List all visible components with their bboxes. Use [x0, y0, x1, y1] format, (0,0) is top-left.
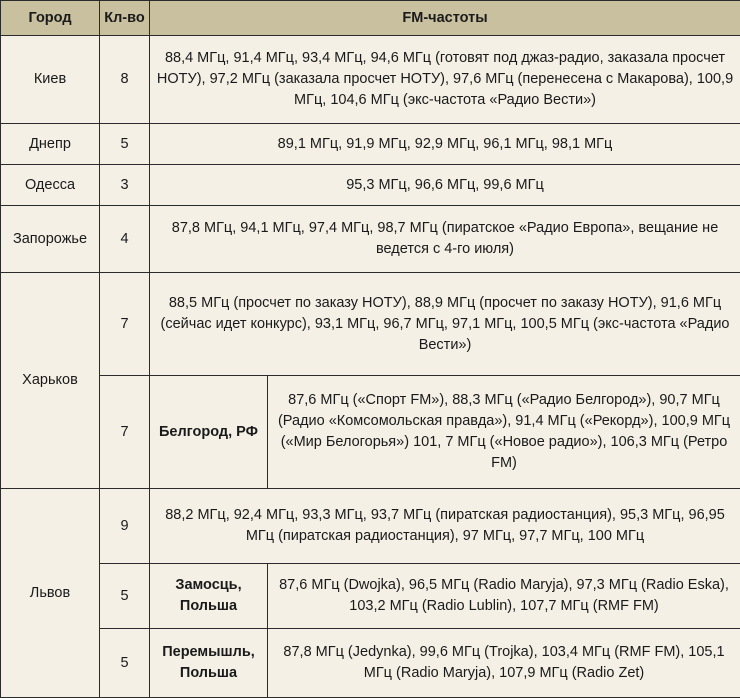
table-row [1, 165, 740, 206]
table-row [1, 629, 740, 698]
count-cell: 9 [100, 489, 150, 564]
freq-cell: 87,6 МГц (Dwojka), 96,5 МГц (Radio Maryja), 97,3 МГц (Radio Eska), 103,2 МГц (Radio Lublin), 107,7 МГц (RMF FM) [268, 564, 740, 629]
count-cell: 7 [100, 376, 150, 489]
freq-cell: 88,2 МГц, 92,4 МГц, 93,3 МГц, 93,7 МГц (пиратская радиостанция), 95,3 МГц, 96,95 МГц (пиратская радиостанция), 97 МГц, 97,7 МГц, 100 МГц [150, 489, 740, 564]
table-row [1, 124, 740, 165]
table-row [1, 273, 740, 376]
freq-cell: 95,3 МГц, 96,6 МГц, 99,6 МГц [150, 165, 740, 206]
count-cell: 7 [100, 273, 150, 376]
header-count: Кл-во [100, 1, 150, 36]
count-cell: 5 [100, 629, 150, 698]
freq-cell: 88,5 МГц (просчет по заказу НОТУ), 88,9 МГц (просчет по заказу НОТУ), 91,6 МГц (сейчас идет конкурс), 93,1 МГц, 96,7 МГц, 97,1 МГц, 100,5 МГц (экс-частота «Радио Вести») [150, 273, 740, 376]
table-row [1, 36, 740, 124]
source-cell: Замосць, Польша [150, 564, 268, 629]
freq-cell: 87,6 МГц («Спорт FM»), 88,3 МГц («Радио Белгород»), 90,7 МГц (Радио «Комсомольская правда»), 91,4 МГц («Рекорд»), 100,9 МГц («Мир Белогорья») 101, 7 МГц («Новое радио»), 106,3 МГц (Ретро FM) [268, 376, 740, 489]
city-cell: Одесса [1, 165, 100, 206]
freq-cell: 88,4 МГц, 91,4 МГц, 93,4 МГц, 94,6 МГц (готовят под джаз-радио, заказала просчет НОТУ), 97,2 МГц (заказала просчет НОТУ), 97,6 МГц (перенесена с Макарова), 100,9 МГц, 104,6 МГц (экс-частота «Радио Вести») [150, 36, 740, 124]
header-city: Город [1, 1, 100, 36]
source-cell: Белгород, РФ [150, 376, 268, 489]
city-cell: Днепр [1, 124, 100, 165]
count-cell: 5 [100, 564, 150, 629]
header-row [1, 1, 740, 36]
city-cell: Киев [1, 36, 100, 124]
count-cell: 3 [100, 165, 150, 206]
header-freqs: FM-частоты [150, 1, 740, 36]
count-cell: 4 [100, 206, 150, 273]
count-cell: 8 [100, 36, 150, 124]
table-row [1, 564, 740, 629]
table-row [1, 376, 740, 489]
table-row [1, 489, 740, 564]
city-cell: Харьков [1, 273, 100, 489]
city-cell: Львов [1, 489, 100, 698]
table-row [1, 206, 740, 273]
count-cell: 5 [100, 124, 150, 165]
freq-cell: 87,8 МГц, 94,1 МГц, 97,4 МГц, 98,7 МГц (пиратское «Радио Европа», вещание не ведется с 4-го июля) [150, 206, 740, 273]
city-cell: Запорожье [1, 206, 100, 273]
source-cell: Перемышль, Польша [150, 629, 268, 698]
freq-cell: 89,1 МГц, 91,9 МГц, 92,9 МГц, 96,1 МГц, 98,1 МГц [150, 124, 740, 165]
freq-cell: 87,8 МГц (Jedynka), 99,6 МГц (Trojka), 103,4 МГц (RMF FM), 105,1 МГц (Radio Maryja), 107,9 МГц (Radio Zet) [268, 629, 740, 698]
